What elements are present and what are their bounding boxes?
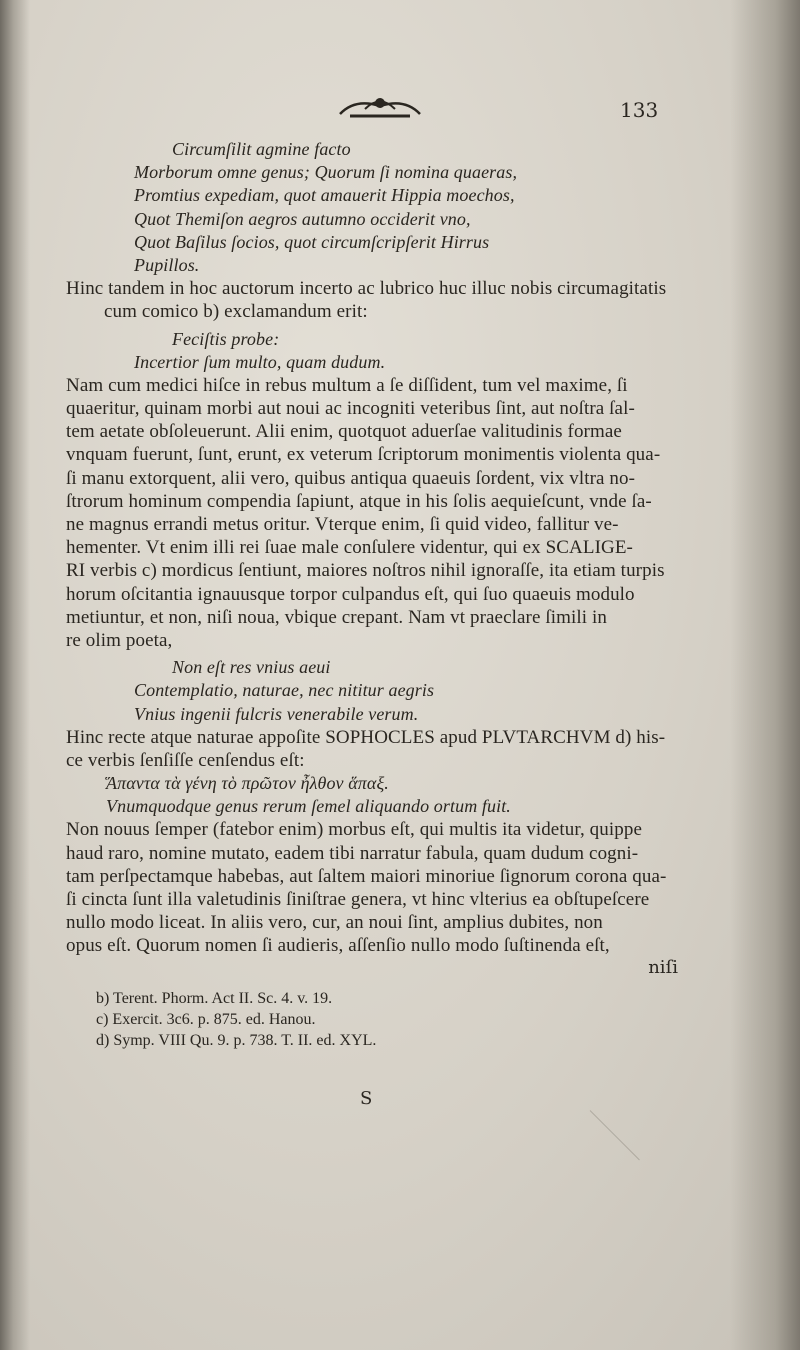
verse-line: Feciſtis probe: — [172, 328, 280, 349]
text-line: ne magnus errandi metus oritur. Vterque enim, ſi quid video, fallitur ve- — [66, 514, 619, 535]
verse-line: Quot Baſilus ſocios, quot circumſcripſerit Hirrus — [134, 231, 490, 252]
headpiece-ornament-icon — [335, 92, 425, 122]
text-line: haud raro, nomine mutato, eadem tibi narratur fabula, quam dudum cogni- — [66, 842, 639, 864]
text-line: Hinc recte atque naturae appoſite SOPHOCLES apud PLVTARCHVM d) his- — [66, 726, 666, 748]
text-line: cum comico b) exclamandum erit: — [104, 301, 368, 323]
verse-line: Non eſt res vnius aeui — [172, 657, 331, 678]
verse-line: Contemplatio, naturae, nec nititur aegris — [134, 680, 435, 701]
verse-line: Pupillos. — [134, 254, 200, 275]
text-line: metiuntur, et non, niſi noua, vbique crepant. Nam vt praeclare ſimili in — [66, 606, 607, 628]
page-edge-shadow — [730, 0, 800, 1350]
text-line: Non nouus ſemper (fatebor enim) morbus eſt, qui multis ita videtur, quippe — [66, 819, 642, 841]
verse-line: Incertior ſum multo, quam dudum. — [134, 351, 386, 372]
text-line: quaeritur, quinam morbi aut noui ac incogniti veteribus ſint, aut noſtra ſal- — [66, 398, 635, 420]
text-line: RI verbis c) mordicus ſentiunt, maiores noſtros nihil ignoraſſe, ita etiam turpis — [66, 560, 665, 582]
main-text — [66, 138, 706, 1051]
text-line: horum oſcitantia ignauusque torpor culpandus eſt, qui ſuo quaeuis modulo — [66, 583, 635, 605]
text-line: nullo modo liceat. In aliis vero, cur, an noui ſint, amplius dubites, non — [66, 912, 603, 934]
footnotes — [66, 988, 706, 1051]
footnote: d) Symp. VIII Qu. 9. p. 738. T. II. ed. XYL. — [96, 1031, 377, 1049]
verse-line: Morborum omne genus; Quorum ſi nomina quaeras, — [134, 162, 518, 183]
text-line: tam perſpectamque habebas, aut ſaltem maiori minoriue ſignorum corona qua- — [66, 865, 667, 887]
verse-line: Promtius expediam, quot amauerit Hippia moechos, — [134, 185, 515, 206]
text-line: Nam cum medici hiſce in rebus multum a ſe diſſident, tum vel maxime, ſi — [66, 374, 628, 396]
signature-mark: S — [360, 1088, 373, 1109]
text-line: re olim poeta, — [66, 629, 173, 651]
verse-line: Vnius ingenii fulcris venerabile verum. — [134, 703, 419, 724]
text-line: ſi manu extorquent, alii vero, quibus antiqua quaeuis ſordent, vix vltra no- — [66, 467, 636, 489]
text-line: ce verbis ſenſiſſe cenſendus eſt: — [66, 749, 305, 771]
text-line: vnquam fuerunt, ſunt, erunt, ex veterum ſcriptorum monimentis violenta qua- — [66, 444, 661, 466]
text-line: tem aetate obſoleuerunt. Alii enim, quotquot aduerſae valitudinis formae — [66, 421, 622, 443]
verse-line: Quot Themiſon aegros autumno occiderit vno, — [134, 208, 471, 229]
footnote: b) Terent. Phorm. Act II. Sc. 4. v. 19. — [96, 989, 333, 1007]
greek-quotation: Ἅπαντα τὰ γένη τὸ πρῶτον ἦλθον ἅπαξ. — [106, 773, 389, 794]
footnote: c) Exercit. 3c6. p. 875. ed. Hanou. — [96, 1010, 316, 1028]
page-number: 133 — [620, 98, 659, 122]
text-line: opus eſt. Quorum nomen ſi audieris, aſſenſio nullo modo ſuſtinenda eſt, — [66, 935, 610, 957]
verse-line: Circumſilit agmine facto — [172, 139, 351, 159]
text-line: Hinc tandem in hoc auctorum incerto ac lubrico huc illuc nobis circumagitatis — [66, 278, 667, 300]
text-line: ſi cincta ſunt illa valetudinis ſiniſtrae genera, vt hinc vlterius ea obſtupeſcere — [66, 889, 650, 910]
catchword: niſi — [648, 956, 678, 978]
greek-translation: Vnumquodque genus rerum ſemel aliquando ortum fuit. — [106, 796, 511, 817]
binding-gutter-shadow — [0, 0, 30, 1350]
text-line: ſtrorum hominum compendia ſapiunt, atque in his ſolis aequieſcunt, vnde ſa- — [66, 490, 652, 512]
paper-crease — [590, 1110, 640, 1160]
text-line: hementer. Vt enim illi rei ſuae male conſulere videntur, qui ex SCALIGE- — [66, 537, 633, 559]
